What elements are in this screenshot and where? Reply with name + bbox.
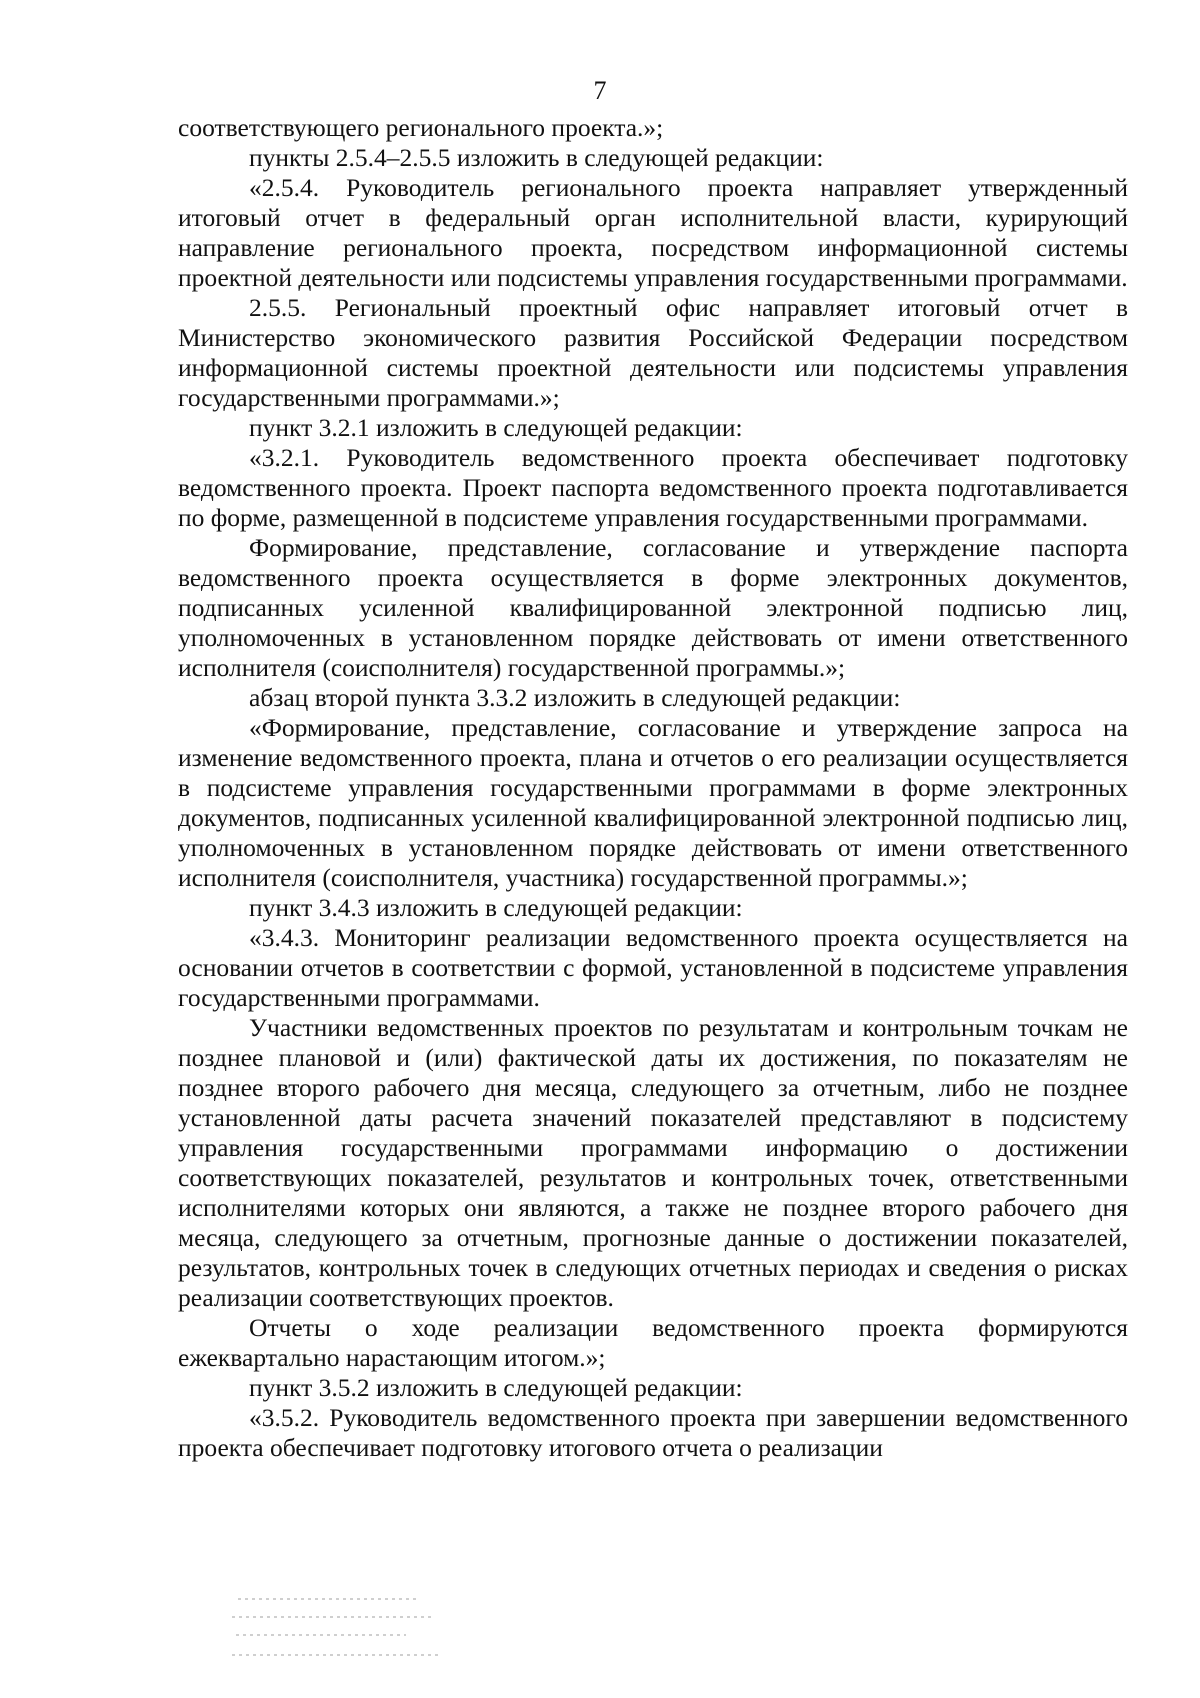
paragraph: «3.4.3. Мониторинг реализации ведомственного проекта осуществляется на основании отчетов в соответствии с формой, установленной в подсистеме управления государственными программами. [178,923,1128,1012]
paragraph: «2.5.4. Руководитель регионального проекта направляет утвержденный итоговый отчет в федеральный орган исполнительной власти, курирующий направление регионального проекта, посредством информационной системы проектной деятельности или подсистемы управления государственными программами. [178,173,1128,292]
paragraph: пункт 3.2.1 изложить в следующей редакции: [249,413,743,442]
paragraph: пункт 3.4.3 изложить в следующей редакции: [249,893,743,922]
paragraph: «3.5.2. Руководитель ведомственного проекта при завершении ведомственного проекта обеспечивает подготовку итогового отчета о реализации [178,1403,1128,1462]
document-body [178,113,1128,1463]
paragraph: 2.5.5. Региональный проектный офис направляет итоговый отчет в Министерство экономического развития Российской Федерации посредством информационной системы проектной деятельности или подсистемы управления государственными программами.»; [178,293,1128,412]
paragraph: «Формирование, представление, согласование и утверждение запроса на изменение ведомственного проекта, плана и отчетов о его реализации осуществляется в подсистеме управления государственными программами в форме электронных документов, подписанных усиленной квалифицированной электронной подписью лиц, уполномоченных в установленном порядке действовать от имени ответственного исполнителя (соисполнителя, участника) государственной программы.»; [178,713,1128,892]
paragraph: Участники ведомственных проектов по результатам и контрольным точкам не позднее плановой и (или) фактической даты их достижения, по показателям не позднее второго рабочего дня месяца, следующего за отчетным, либо не позднее установленной даты расчета значений показателей представляют в подсистему управления государственными программами информацию о достижении соответствующих показателей, результатов и контрольных точек, ответственными исполнителями которых они являются, а также не позднее второго рабочего дня месяца, следующего за отчетным, прогнозные данные о достижении показателей, результатов, контрольных точек в следующих отчетных периодах и сведения о рисках реализации соответствующих проектов. [178,1013,1128,1312]
paragraph: Отчеты о ходе реализации ведомственного проекта формируются ежеквартально нарастающим итогом.»; [178,1313,1128,1372]
paragraph: абзац второй пункта 3.3.2 изложить в следующей редакции: [249,683,901,712]
faded-stamp [232,1588,452,1678]
paragraph: соответствующего регионального проекта.»; [178,113,664,142]
paragraph: пункт 3.5.2 изложить в следующей редакции: [249,1373,743,1402]
paragraph: «3.2.1. Руководитель ведомственного проекта обеспечивает подготовку ведомственного проекта. Проект паспорта ведомственного проекта подготавливается по форме, размещенной в подсистеме управления государственными программами. [178,443,1128,532]
page-number: 7 [593,76,607,105]
paragraph: пункты 2.5.4–2.5.5 изложить в следующей редакции: [249,143,824,172]
paragraph: Формирование, представление, согласование и утверждение паспорта ведомственного проекта осуществляется в форме электронных документов, подписанных усиленной квалифицированной электронной подписью лиц, уполномоченных в установленном порядке действовать от имени ответственного исполнителя (соисполнителя) государственной программы.»; [178,533,1128,682]
